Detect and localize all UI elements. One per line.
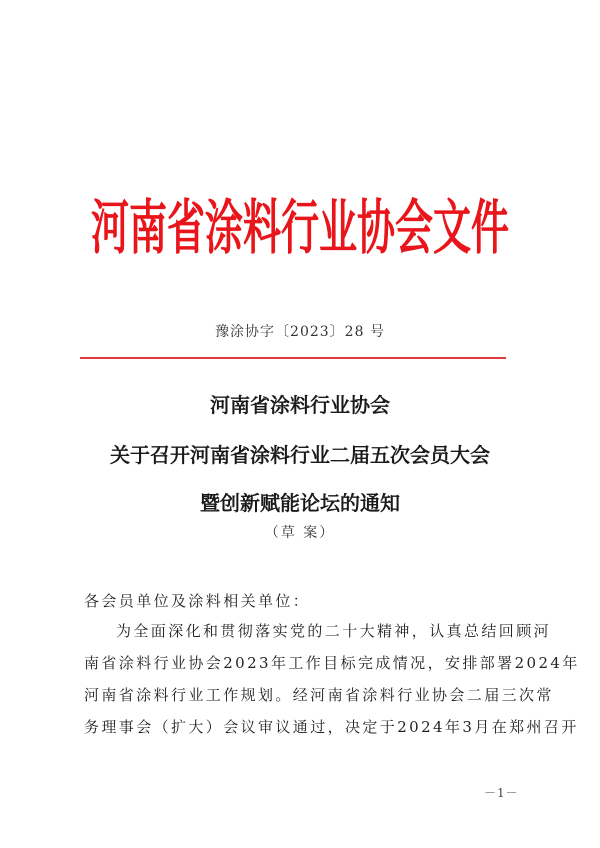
notice-title-line-1: 河南省涂料行业协会	[210, 393, 390, 417]
red-header-title: 河南省涂料行业协会文件	[90, 192, 509, 263]
notice-title-line-3: 暨创新赋能论坛的通知	[200, 491, 400, 515]
draft-note: （草 案）	[264, 525, 336, 541]
document-number: 豫涂协字〔2023〕28 号	[215, 324, 385, 340]
body-line-4: 务理事会（扩大）会议审议通过，决定于2024年3月在郑州召开	[84, 718, 579, 736]
page-number: －1－	[484, 786, 519, 800]
notice-title-line-2: 关于召开河南省涂料行业二届五次会员大会	[110, 443, 490, 467]
red-divider-line	[80, 357, 506, 359]
body-line-2: 南省涂料行业协会2023年工作目标完成情况，安排部署2024年	[84, 654, 580, 672]
body-line-1: 为全面深化和贯彻落实党的二十大精神，认真总结回顾河	[116, 622, 552, 640]
salutation: 各会员单位及涂料相关单位：	[84, 592, 311, 610]
body-line-3: 河南省涂料行业工作规划。经河南省涂料行业协会二届三次常	[84, 686, 554, 704]
